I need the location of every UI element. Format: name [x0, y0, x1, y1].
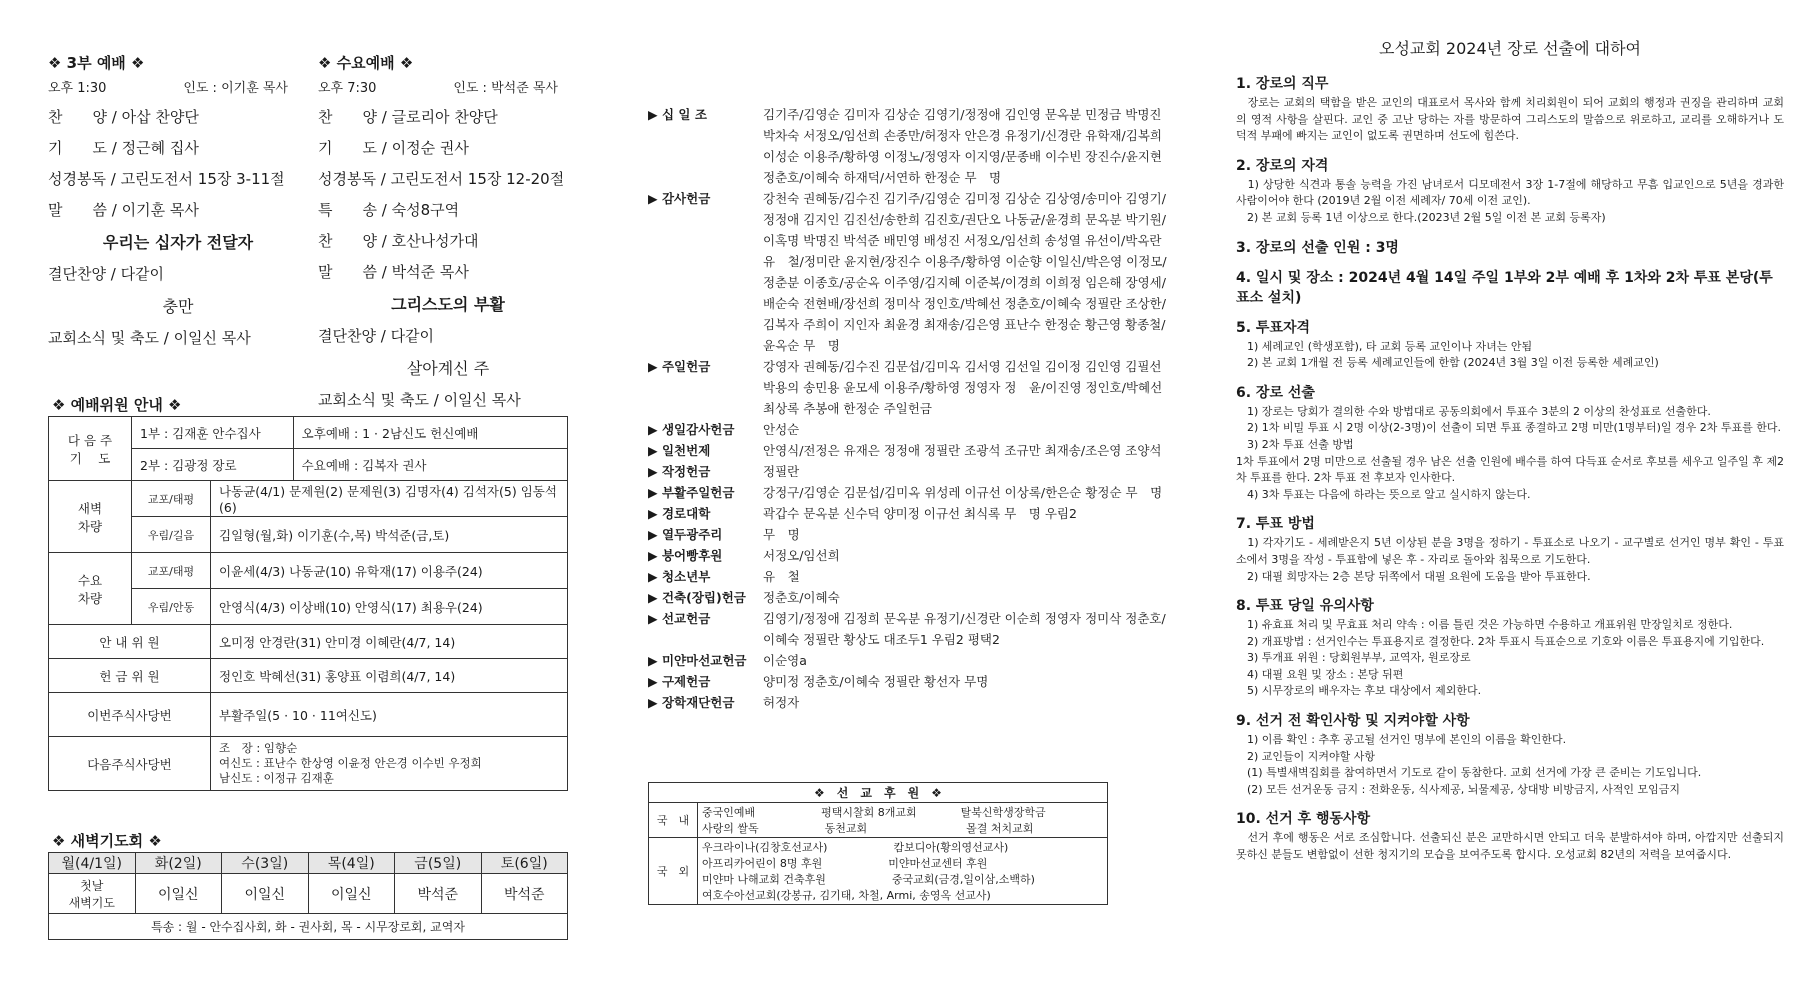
offering-item — [648, 566, 1168, 587]
offering-type: ▶ 열두광주리 — [648, 527, 723, 542]
article-section — [1236, 73, 1784, 145]
prayer-leader: 첫날 새벽기도 — [49, 874, 136, 914]
offering-names: 이순영a — [763, 653, 807, 668]
offering-names: 정필란 — [763, 464, 800, 479]
wednesday-closing: 결단찬양 / 다같이 — [318, 327, 435, 345]
section-heading: 4. 일시 및 장소 : 2024년 4월 14일 주일 1부와 2부 예배 후 1차와 2차 투표 본당(투표소 설치) — [1236, 269, 1773, 306]
dawn-prayer-table — [48, 852, 568, 940]
offering-names: 양미정 정춘호/이혜숙 정필란 황선자 무명 — [763, 674, 989, 689]
offering-workers: 정인호 박혜선(31) 홍양표 이렴희(4/7, 14) — [211, 659, 568, 693]
offering-item — [648, 356, 1168, 419]
service3-meta — [48, 77, 308, 96]
offering-type: ▶ 경로대학 — [648, 506, 711, 521]
order-row — [318, 261, 578, 282]
overseas-line: 미얀마 나해교회 건축후원 중국교회(금경,일이삼,소백하) — [702, 873, 1035, 886]
offering-label: 헌 금 위 원 — [49, 659, 211, 693]
lunch-label: 이번주식사당번 — [49, 693, 211, 737]
article-section — [1236, 237, 1784, 257]
wednesday-title: ❖ 수요예배 ❖ — [318, 54, 414, 72]
order-row — [318, 137, 578, 158]
order-value: / 고린도전서 15장 12-20절 — [380, 170, 565, 188]
offering-names: 강천숙 권혜동/김수진 김기주/김영순 김미정 김상순 김상영/송미아 김영기/정정애 김지인 김진선/송한희 김진호/권단오 나동균/윤경희 문옥분 박기원/이혹명 박명진 박석준 배민영 배성진 서정오/임선희 송성열 유선이/박옥란 유 철/정미란 윤지현/장진수 이용주/황하영 이순향 이일신/박은영 이정모/정춘분 이종호/공순옥 이주영/김지혜 이준복/이경희 이희정 임은해 장영세/배순숙 전현배/장선희 정미삭 정인호/박혜선 정춘호/이혜숙 정필란 조상한/김복자 주희이 지인자 최윤경 최재송/김은영 표난수 한정순 황근영 황종철/윤옥순 무 명 — [763, 191, 1167, 353]
order-value: / 글로리아 찬양단 — [381, 108, 498, 126]
wed-car-label: 우림/안동 — [132, 589, 211, 625]
wednesday-block — [318, 52, 578, 410]
section-heading: 7. 투표 방법 — [1236, 516, 1315, 533]
article-section — [1236, 267, 1784, 307]
service3-time: 오후 1:30 — [48, 81, 107, 96]
order-label: 찬 양 — [318, 232, 377, 250]
wed-service: 수요예배 : 김복자 권사 — [293, 449, 567, 481]
offering-item — [648, 671, 1168, 692]
wednesday-meta — [318, 77, 578, 96]
offering-type: ▶ 선교헌금 — [648, 611, 711, 626]
offering-item — [648, 692, 1168, 713]
offering-item — [648, 524, 1168, 545]
order-value: / 박석준 목사 — [381, 263, 469, 281]
workers-title: ❖ 예배위원 안내 ❖ — [52, 396, 182, 414]
section-text: 1) 이름 확인 : 추후 공고될 선거인 명부에 본인의 이름을 확인한다. 2) 교인들이 지켜야할 사항 (1) 특별새벽집회를 참여하면서 기도로 같이 동참한다. 교회 선거에 가장 큰 준비는 기도입니다. (2) 모든 선거운동 금지 : 전화운동, 식사제공, 뇌물제공, 상대방 비방금지, 사적인 모임금지 — [1246, 733, 1702, 796]
offering-type: ▶ 감사헌금 — [648, 191, 711, 206]
offering-names: 강영자 권혜동/김수진 김문섭/김미옥 김서영 김선일 김이정 김인영 김필선 박용의 송민용 윤모세 이용주/황하영 정영자 정 윤/이진영 정인호/박혜선 최상록 추봉애 한정순 주일헌금 — [763, 359, 1163, 416]
section-text: 1) 세례교인 (학생포함), 타 교회 등록 교인이나 자녀는 안됨 2) 본 교회 1개월 전 등록 세례교인들에 한함 (2024년 3월 3일 이전 등록한 세례교인) — [1246, 339, 1659, 370]
offering-names: 김기주/김영순 김미자 김상순 김영기/정정애 김인영 문옥분 민정금 박명진 박차숙 서정오/임선희 손종만/허정자 안은경 유정기/신경란 유학재/김복희 이성순 이용주/황하영 이정노/정영자 이지영/문종배 이수빈 장진수/윤지현 정춘호/이혜숙 하재덕/서연하 한정순 무 명 — [763, 107, 1162, 185]
dawn-car: 김일형(월,화) 이기훈(수,목) 박석준(금,토) — [211, 517, 568, 553]
section-text: 1) 각자기도 - 세례받은지 5년 이상된 분을 3명을 정하기 - 투표소로 나오기 - 교구별로 선거인 명부 확인 - 투표소에서 3명을 작성 - 투표함에 넣은 후 - 자리로 돌아와 침묵으로 기도한다. 2) 대필 희망자는 2층 본당 뒤쪽에서 대필 요원에 도움을 받아 투표한다. — [1236, 536, 1784, 583]
offering-type: ▶ 주일헌금 — [648, 359, 711, 374]
domestic-label: 국 내 — [649, 803, 698, 838]
offering-list — [648, 104, 1168, 713]
article-section — [1236, 513, 1784, 585]
order-value: / 이기훈 목사 — [111, 201, 199, 219]
wednesday-order — [318, 106, 578, 282]
order-value: / 고린도전서 15장 3-11절 — [110, 170, 285, 188]
offering-names: 서정오/임선희 — [763, 548, 840, 563]
wednesday-sermon-title: 그리스도의 부활 — [391, 295, 505, 314]
mission-table — [648, 782, 1108, 905]
section-text: 1) 장로는 당회가 결의한 수와 방법대로 공동의회에서 투표수 3분의 2 이상의 찬성표로 선출한다. 2) 1차 비밀 투표 시 2명 이상(2-3명)이 선출이 되면 투표 종결하고 2명 미만(1명부터)일 경우 2차 투표를 한다. 3) 2차 투표 선출 방법 1차 투표에서 2명 미만으로 선출될 경우 남은 선출 인원에 배수를 하여 다득표 순서로 후보를 세우고 일주일 후 제2차 투표를 한다. 2차 투표 전 후보자 인사한다. 4) 3차 투표는 다음에 하라는 뜻으로 알고 실시하지 않는다. — [1236, 404, 1784, 501]
offering-type: ▶ 생일감사헌금 — [648, 422, 735, 437]
wed-bus: 이윤세(4/3) 나동균(10) 유학재(17) 이용주(24) — [211, 553, 568, 589]
dawn-prayer-title: ❖ 새벽기도회 ❖ — [52, 832, 162, 850]
offering-type: ▶ 장학재단헌금 — [648, 695, 735, 710]
pm-service: 오후예배 : 1 · 2남신도 헌신예배 — [293, 417, 567, 449]
section-heading: 9. 선거 전 확인사항 및 지켜야할 사항 — [1236, 713, 1470, 730]
order-label: 기 도 — [48, 139, 107, 157]
offering-item — [648, 482, 1168, 503]
service3-title: ❖ 3부 예배 ❖ — [48, 54, 145, 72]
offering-item — [648, 188, 1168, 356]
next-lunch-label: 다음주식사당번 — [49, 737, 211, 791]
order-row — [318, 199, 578, 220]
order-row — [48, 106, 308, 127]
overseas-list — [698, 838, 1108, 905]
wed-bus-label: 교포/태평 — [132, 553, 211, 589]
dawn-vehicle-label: 새벽 차량 — [49, 481, 132, 553]
section-heading: 5. 투표자격 — [1236, 319, 1311, 336]
order-value: / 정근혜 집사 — [111, 139, 199, 157]
offering-type: ▶ 작정헌금 — [648, 464, 711, 479]
wednesday-closing-song: 살아계신 주 — [406, 359, 490, 378]
next-lunch — [211, 737, 568, 791]
lunch: 부활주일(5 · 10 · 11여신도) — [211, 693, 568, 737]
wednesday-news: 교회소식 및 축도 / 이일신 목사 — [318, 391, 521, 409]
next-lunch-line: 조 장 : 임향순 — [219, 741, 298, 755]
order-value: / 숙성8구역 — [381, 201, 460, 219]
offering-item — [648, 650, 1168, 671]
offering-item — [648, 503, 1168, 524]
guide: 오미정 안경란(31) 안미경 이혜란(4/7, 14) — [211, 625, 568, 659]
service3-order — [48, 106, 308, 220]
prayer-1: 1부 : 김재훈 안수집사 — [132, 417, 294, 449]
offering-item — [648, 440, 1168, 461]
order-label: 기 도 — [318, 139, 377, 157]
prayer-leader: 이일신 — [222, 874, 309, 914]
offering-names: 강정구/김영순 김문섭/김미옥 위성레 이규선 이상록/한은순 황정순 무 명 — [763, 485, 1163, 500]
order-value: / 아삽 찬양단 — [111, 108, 199, 126]
offering-type: ▶ 일천번제 — [648, 443, 711, 458]
workers-table — [48, 416, 568, 791]
service3-closing: 결단찬양 / 다같이 — [48, 265, 165, 283]
section-text: 선거 후에 행동은 서로 조심합니다. 선출되신 분은 교만하시면 안되고 더욱 분발하셔야 하며, 아깝지만 선출되지 못하신 분들도 변함없이 선한 청지기의 모습을 보여주도록 합시다. 오성교회 82년의 저력을 보여줍시다. — [1236, 831, 1784, 862]
order-label: 찬 양 — [48, 108, 107, 126]
section-heading: 2. 장로의 자격 — [1236, 157, 1329, 174]
offering-type: ▶ 청소년부 — [648, 569, 711, 584]
next-lunch-line: 여신도 : 표난수 한상영 이윤정 안은경 이수빈 우정희 — [219, 756, 482, 770]
order-row — [48, 168, 308, 189]
order-value: / 이정순 권사 — [381, 139, 469, 157]
order-value: / 호산나성가대 — [381, 232, 479, 250]
dawn-bus-label: 교포/태평 — [132, 481, 211, 517]
next-lunch-line: 남신도 : 이정규 김재훈 — [219, 771, 334, 785]
prayer-leader: 이일신 — [308, 874, 395, 914]
domestic-line: 중국인예배 평택시찰회 8개교회 탈북신학생장학금 — [702, 806, 1046, 819]
section-text: 1) 상당한 식견과 통솔 능력을 가진 남녀로서 디모데전서 3장 1-7절에 해당하고 무흠 입교인으로 5년을 경과한 사람이어야 한다 (2019년 2월 이전 세례자/ 70세 이전 교인). 2) 본 교회 등록 1년 이상으로 한다.(2023년 2월 5일 이전 본 교회 등록자) — [1236, 177, 1784, 224]
overseas-label: 국 외 — [649, 838, 698, 905]
guide-label: 안 내 위 원 — [49, 625, 211, 659]
article-section — [1236, 382, 1784, 504]
wednesday-leader: 인도 : 박석준 목사 — [453, 81, 558, 96]
offering-type: ▶ 십 일 조 — [648, 107, 707, 122]
overseas-line: 아프리카어린이 8명 후원 미얀마선교센터 후원 — [702, 857, 988, 870]
article-section — [1236, 710, 1784, 798]
offering-item — [648, 104, 1168, 188]
offering-names: 안영식/전정은 유재은 정정애 정필란 조광석 조규만 최재송/조은영 조양석 — [763, 443, 1162, 458]
section-text: 1) 유효표 처리 및 무효표 처리 약속 : 이름 틀린 것은 가능하면 수용하고 개표위원 만장일치로 정한다. 2) 개표방법 : 선거인수는 투표용지로 결정한다. 2차 투표시 득표순으로 기호와 이름은 투표용지에 기입한다. 3) 투개표 위원 : 당회원부부, 교역자, 원로장로 4) 대필 요원 및 장소 : 본당 뒤편 5) 시무장로의 배우자는 후보 대상에서 제외한다. — [1246, 618, 1765, 698]
service3-leader: 인도 : 이기훈 목사 — [183, 81, 288, 96]
prayer-day: 월(4/1일) — [49, 853, 136, 874]
order-row — [48, 137, 308, 158]
order-row — [318, 230, 578, 251]
section-heading: 10. 선거 후 행동사항 — [1236, 811, 1371, 828]
offering-item — [648, 545, 1168, 566]
offering-item — [648, 419, 1168, 440]
article-section — [1236, 155, 1784, 227]
offering-item — [648, 461, 1168, 482]
section-text: 장로는 교회의 택함을 받은 교인의 대표로서 목사와 함께 치리회원이 되어 교회의 행정과 권징을 관리하며 교회의 영적 사항을 살핀다. 교인 중 고난 당하는 자를 방문하여 그리스도의 말씀으로 위로하고, 교리를 오해하거나 도덕적 부패에 빠지는 교인이 없도록 권면하며 선도에 힘쓴다. — [1236, 96, 1784, 143]
article-section — [1236, 595, 1784, 700]
domestic-line: 사랑의 쌀독 동천교회 몰결 처치교회 — [702, 822, 1034, 835]
dawn-car-label: 우림/길음 — [132, 517, 211, 553]
dawn-bus: 나동균(4/1) 문제원(2) 문제원(3) 김명자(4) 김석자(5) 임동석(6) — [211, 481, 568, 517]
mission-title: ❖ 선 교 후 원 ❖ — [649, 783, 1108, 803]
prayer-day: 화(2일) — [135, 853, 222, 874]
order-label: 성경봉독 — [318, 170, 376, 188]
offering-names: 곽갑수 문옥분 신수덕 양미정 이규선 최식록 무 명 우림2 — [763, 506, 1077, 521]
overseas-line: 여호수아선교회(강봉규, 김기태, 차철, Armi, 송영옥 선교사) — [702, 889, 991, 902]
prayer-day: 목(4일) — [308, 853, 395, 874]
prayer-day: 금(5일) — [395, 853, 482, 874]
wed-car: 안영식(4/3) 이상배(10) 안영식(17) 최용우(24) — [211, 589, 568, 625]
prayer-day: 수(3일) — [222, 853, 309, 874]
article-title: 오성교회 2024년 장로 선출에 대하여 — [1379, 39, 1641, 58]
offering-names: 김영기/정정애 김정희 문옥분 유정기/신경란 이순희 정영자 정미삭 정춘호/이혜숙 정필란 황상도 대조두1 우림2 평택2 — [763, 611, 1166, 647]
order-label: 특 송 — [318, 201, 377, 219]
offering-names: 유 철 — [763, 569, 800, 584]
prayer-leader: 박석준 — [395, 874, 482, 914]
wed-vehicle-label: 수요 차량 — [49, 553, 132, 625]
order-row — [318, 168, 578, 189]
article-section — [1236, 317, 1784, 372]
wednesday-time: 오후 7:30 — [318, 81, 377, 96]
domestic-list — [698, 803, 1108, 838]
service3-block — [48, 52, 308, 348]
service3-closing-song: 충만 — [162, 297, 194, 316]
order-label: 성경봉독 — [48, 170, 106, 188]
offering-type: ▶ 건축(장립)헌금 — [648, 590, 746, 605]
service3-sermon-title: 우리는 십자가 전달자 — [102, 233, 254, 252]
offering-names: 안성순 — [763, 422, 800, 437]
service3-news: 교회소식 및 축도 / 이일신 목사 — [48, 329, 251, 347]
offering-names: 허정자 — [763, 695, 800, 710]
section-heading: 6. 장로 선출 — [1236, 384, 1315, 401]
offering-item — [648, 608, 1168, 650]
prayer-2: 2부 : 김광정 장로 — [132, 449, 294, 481]
prayer-leader: 박석준 — [481, 874, 568, 914]
order-label: 말 씀 — [318, 263, 377, 281]
order-label: 찬 양 — [318, 108, 377, 126]
order-row — [48, 199, 308, 220]
overseas-line: 우크라이나(김창호선교사) 캄보디아(황의영선교사) — [702, 841, 1009, 854]
offering-type: ▶ 붕어빵후원 — [648, 548, 723, 563]
special-song: 특송 : 월 - 안수집사회, 화 - 권사회, 목 - 시무장로회, 교역자 — [49, 914, 568, 940]
section-heading: 1. 장로의 직무 — [1236, 76, 1329, 92]
offering-names: 정춘호/이혜숙 — [763, 590, 840, 605]
order-label: 말 씀 — [48, 201, 107, 219]
right-column — [1236, 36, 1784, 874]
article-section — [1236, 808, 1784, 863]
prayer-day: 토(6일) — [481, 853, 568, 874]
prayer-leader: 이일신 — [135, 874, 222, 914]
offering-type: ▶ 구제헌금 — [648, 674, 711, 689]
section-heading: 3. 장로의 선출 인원 : 3명 — [1236, 239, 1399, 256]
section-heading: 8. 투표 당일 유의사항 — [1236, 598, 1374, 615]
offering-type: ▶ 미얀마선교헌금 — [648, 653, 747, 668]
middle-column — [648, 104, 1168, 902]
order-row — [318, 106, 578, 127]
offering-names: 무 명 — [763, 527, 800, 542]
offering-item — [648, 587, 1168, 608]
article-body — [1236, 73, 1784, 864]
prayer-label: 다 음 주 기 도 — [49, 417, 132, 481]
offering-type: ▶ 부활주일헌금 — [648, 485, 735, 500]
